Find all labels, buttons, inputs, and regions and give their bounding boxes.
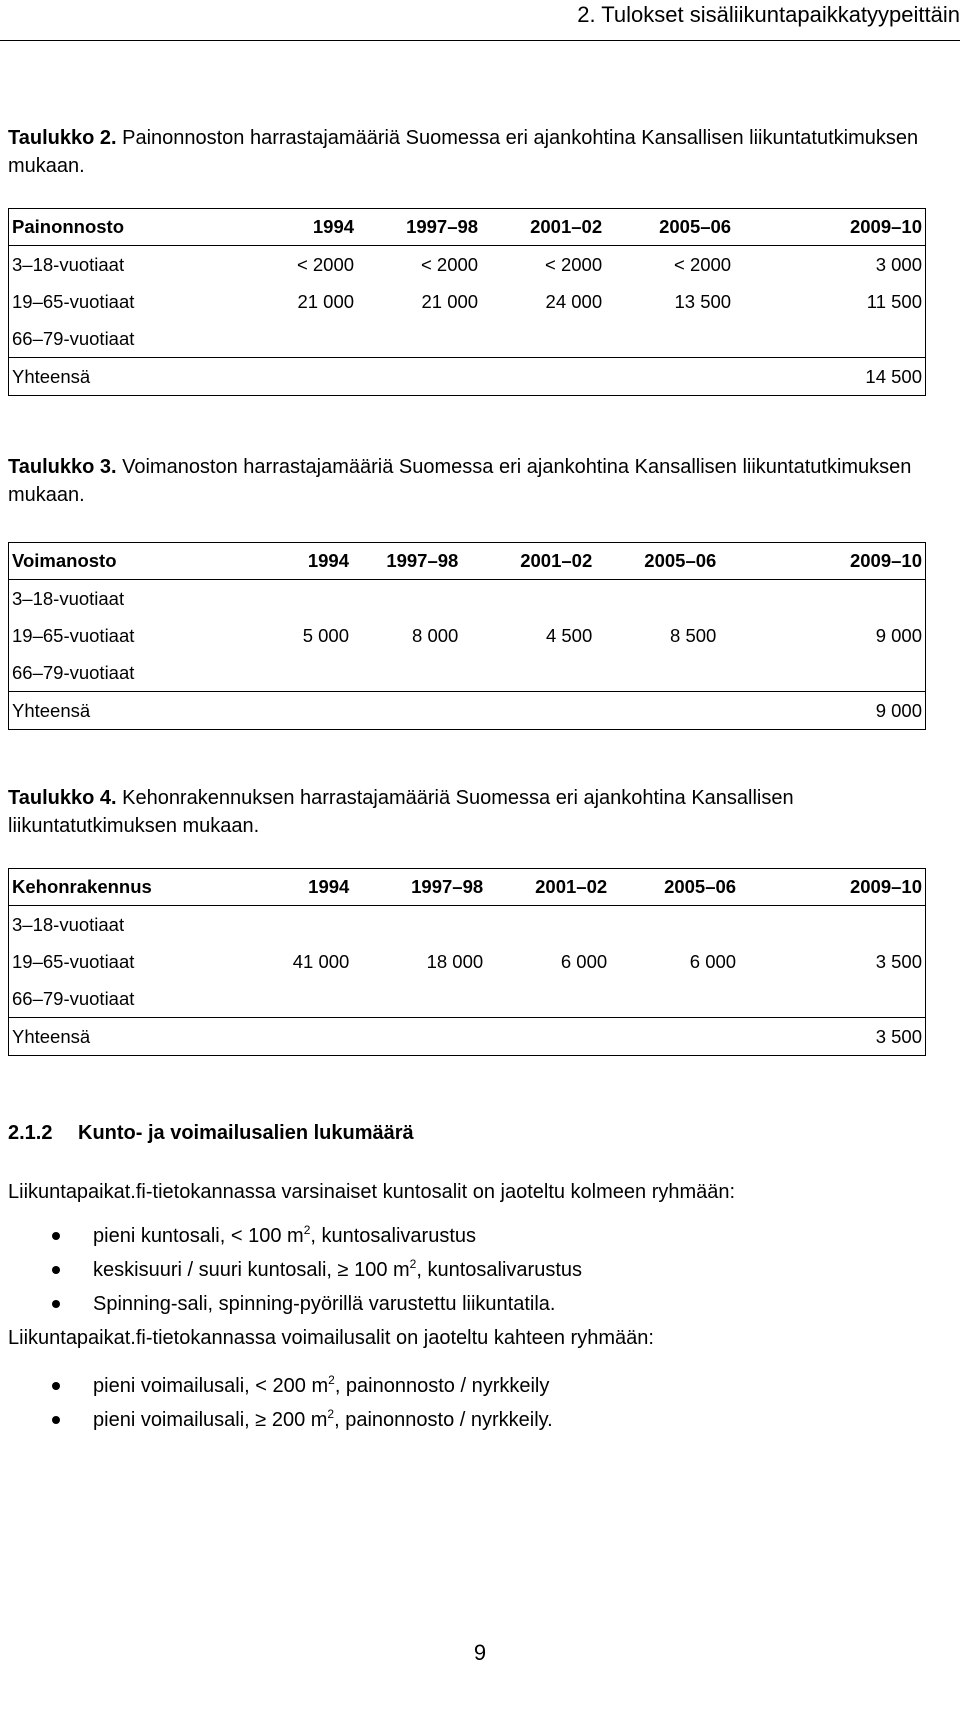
table-cell [349, 654, 458, 692]
superscript: 2 [328, 1373, 335, 1387]
list-item-text: pieni voimailusali, ≥ 200 m [93, 1409, 328, 1431]
section-heading [8, 1122, 414, 1145]
table-cell: < 2000 [420, 253, 479, 275]
superscript: 2 [409, 1257, 417, 1271]
table-cell: 8 000 [412, 624, 459, 646]
table-cell [240, 580, 349, 618]
table-cell: 3 000 [731, 246, 925, 284]
table-cell [483, 980, 607, 1018]
column-header: 2005–06 [592, 543, 716, 580]
table-cell [349, 580, 458, 618]
list-item-text-suffix: , painonnosto / nyrkkeily. [334, 1409, 553, 1431]
table-cell: 24 000 [545, 290, 603, 312]
table3-caption-text: Voimanoston harrastajamääriä Suomessa eri ajankohtina Kansallisen liikuntatutkimuksen mukaan. [8, 456, 912, 506]
total-value: 3 500 [240, 1018, 925, 1056]
section-number: 2.1.2 [8, 1122, 53, 1144]
table-row [9, 980, 926, 1018]
superscript: 2 [327, 1407, 335, 1421]
table-cell [736, 980, 925, 1018]
table-cell: 11 500 [731, 283, 925, 320]
table-row [9, 654, 926, 692]
table-cell: 9 000 [716, 617, 925, 654]
section-title: Kunto- ja voimailusalien lukumäärä [78, 1122, 414, 1144]
column-header: Voimanosto [9, 543, 241, 580]
total-label: Yhteensä [9, 358, 241, 396]
table-row [9, 943, 926, 980]
table-cell: 6 000 [689, 950, 737, 972]
bullet-icon [52, 1266, 60, 1274]
table-row [9, 617, 926, 654]
list-item [0, 1369, 553, 1403]
bullet-icon [52, 1232, 60, 1240]
table-cell [716, 580, 925, 618]
table-cell [716, 654, 925, 692]
total-row [9, 692, 926, 730]
table3-caption [8, 453, 958, 509]
table-cell [354, 320, 478, 358]
total-label: Yhteensä [9, 1018, 241, 1056]
table2-caption-text: Painonnoston harrastajamääriä Suomessa eri ajankohtina Kansallisen liikuntatutkimuksen mukaan. [8, 127, 919, 177]
list-item-text-suffix: , kuntosalivarustus [416, 1259, 582, 1281]
column-header: 1994 [240, 543, 349, 580]
row-label: 3–18-vuotiaat [9, 580, 241, 618]
list-item [0, 1253, 582, 1287]
list-item [0, 1219, 582, 1253]
table-row [9, 283, 926, 320]
table-cell [349, 980, 483, 1018]
table-row [9, 906, 926, 944]
table-cell: 8 500 [670, 624, 717, 646]
bullet-icon [52, 1300, 60, 1308]
table-cell [607, 980, 736, 1018]
table-cell: 41 000 [292, 950, 350, 972]
total-value: 9 000 [240, 692, 925, 730]
column-header: 1997–98 [354, 209, 478, 246]
paragraph-kuntosalit: Liikuntapaikat.fi-tietokannassa varsinaiset kuntosalit on jaoteltu kolmeen ryhmään: [8, 1181, 736, 1203]
total-value: 14 500 [240, 358, 925, 396]
list-item-text-suffix: , kuntosalivarustus [310, 1225, 477, 1247]
table-cell [592, 580, 716, 618]
table-kehonrakennus [8, 868, 926, 1056]
table4-caption-label: Taulukko 4. [8, 787, 117, 809]
table-cell [240, 980, 349, 1018]
list-item [0, 1287, 582, 1321]
total-row [9, 358, 926, 396]
column-header: Painonnosto [9, 209, 241, 246]
running-header [0, 0, 960, 41]
table-cell [458, 580, 592, 618]
table-cell: < 2000 [296, 253, 355, 275]
table-cell [240, 654, 349, 692]
table-cell [736, 906, 925, 944]
table-cell: 21 000 [421, 290, 479, 312]
table3-caption-label: Taulukko 3. [8, 456, 117, 478]
column-header: 2009–10 [731, 209, 925, 246]
table-cell [349, 906, 483, 944]
table-painonnosto [8, 208, 926, 396]
column-header: 2001–02 [458, 543, 592, 580]
list-item-text: Spinning-sali, spinning-pyörillä varustettu liikuntatila. [93, 1293, 556, 1315]
table-cell [478, 320, 602, 358]
column-header: 1997–98 [349, 543, 458, 580]
total-label: Yhteensä [9, 692, 241, 730]
table-cell [458, 654, 592, 692]
table2-caption [8, 124, 958, 180]
column-header: 2009–10 [736, 869, 925, 906]
table-cell [731, 320, 925, 358]
table-cell: 18 000 [426, 950, 484, 972]
column-header: 2005–06 [602, 209, 731, 246]
bullet-icon [52, 1416, 60, 1424]
list-item [0, 1403, 553, 1437]
table-cell [607, 906, 736, 944]
table-cell: 21 000 [297, 290, 355, 312]
row-label: 19–65-vuotiaat [9, 943, 241, 980]
table2-caption-label: Taulukko 2. [8, 127, 117, 149]
table-cell: 5 000 [302, 624, 350, 646]
column-header: 2009–10 [716, 543, 925, 580]
table-cell [592, 654, 716, 692]
row-label: 19–65-vuotiaat [9, 617, 241, 654]
superscript: 2 [303, 1223, 311, 1237]
row-label: 66–79-vuotiaat [9, 320, 241, 358]
table-cell: < 2000 [545, 253, 603, 275]
list-voimailusali-groups [0, 1369, 553, 1437]
row-label: 66–79-vuotiaat [9, 980, 241, 1018]
table-cell: < 2000 [674, 253, 732, 275]
column-header: 1997–98 [349, 869, 483, 906]
table-voimanosto [8, 542, 926, 730]
table-cell: 6 000 [560, 950, 608, 972]
table-cell: 4 500 [545, 624, 593, 646]
row-label: 3–18-vuotiaat [9, 246, 241, 284]
list-item-text: pieni kuntosali, < 100 m [93, 1225, 304, 1247]
row-label: 66–79-vuotiaat [9, 654, 241, 692]
column-header: 2001–02 [478, 209, 602, 246]
list-item-text: pieni voimailusali, < 200 m [93, 1375, 329, 1397]
column-header: 2005–06 [607, 869, 736, 906]
column-header: 2001–02 [483, 869, 607, 906]
table-cell: 3 500 [736, 943, 925, 980]
table-row [9, 580, 926, 618]
table-row [9, 320, 926, 358]
table-cell [602, 320, 731, 358]
row-label: 19–65-vuotiaat [9, 283, 241, 320]
total-row [9, 1018, 926, 1056]
column-header: Kehonrakennus [9, 869, 241, 906]
table-cell [240, 906, 349, 944]
table-cell: 13 500 [674, 290, 732, 312]
bullet-icon [52, 1382, 60, 1390]
row-label: 3–18-vuotiaat [9, 906, 241, 944]
column-header: 1994 [240, 209, 354, 246]
header-section-title: 2. Tulokset sisäliikuntapaikkatyypeittäin [577, 2, 960, 27]
list-kuntosali-groups [0, 1219, 582, 1321]
paragraph-voimailusalit: Liikuntapaikat.fi-tietokannassa voimailusalit on jaoteltu kahteen ryhmään: [8, 1327, 654, 1349]
page-number: 9 [473, 1640, 487, 1665]
list-item-text: keskisuuri / suuri kuntosali, ≥ 100 m [93, 1259, 410, 1281]
table4-caption [8, 784, 958, 840]
table-cell [483, 906, 607, 944]
table-cell [240, 320, 354, 358]
table4-caption-text: Kehonrakennuksen harrastajamääriä Suomessa eri ajankohtina Kansallisen liikuntatutkimuksen mukaan. [8, 787, 794, 837]
column-header: 1994 [240, 869, 349, 906]
list-item-text-suffix: , painonnosto / nyrkkeily [334, 1375, 550, 1397]
table-row [9, 246, 926, 284]
